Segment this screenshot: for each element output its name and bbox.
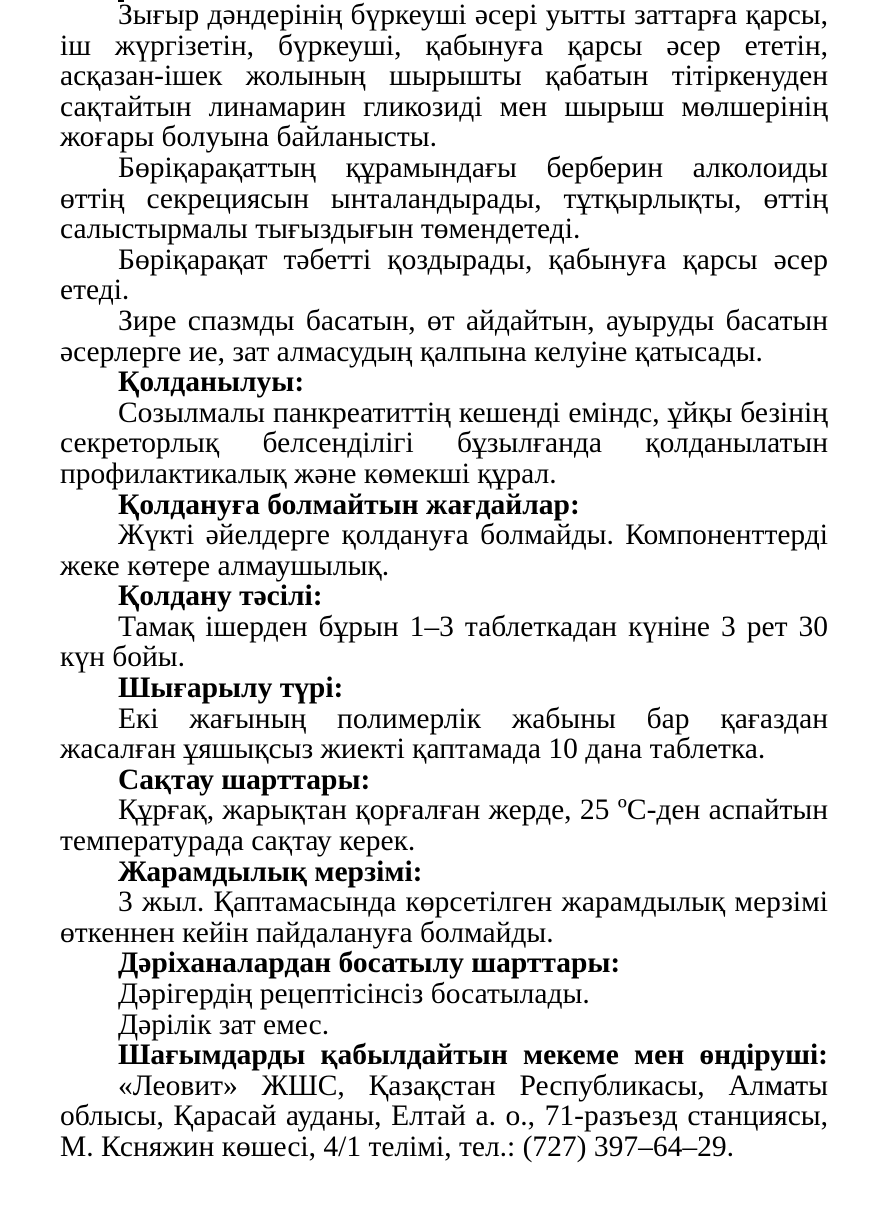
paragraph-contraindications: Жүкті әйелдерге қолдануға болмайды. Компоненттерді жеке көтере алмаушылық. [60,519,828,582]
paragraph-not-a-drug: Дәрілік зат емес. [118,1008,330,1041]
heading-release-form: Шығарылу түрі: [118,672,344,705]
heading-dispensing-conditions: Дәріханалардан босатылу шарттары: [118,947,621,980]
paragraph-usage: Созылмалы панкреатиттің кешенді еміндс, ұйқы безінің секреторлық белсенділігі бұзылғанда қолданылатын профилактикалық және көмекші құрал. [60,396,828,490]
document-page [60,0,828,1163]
heading-usage: Қолданылуы: [118,366,305,399]
paragraph-flax-seeds: Зығыр дәндерінің бүркеуші әсері уытты заттарға қарсы, іш жүргізетін, бүркеуші, қабынуға қарсы әсер ететін, асқазан-ішек жолының шырышты қабатын тітіркенуден сақтайтын линамарин гликозиді мен шырыш мөлшерінің жоғары болуына байланысты. [60,0,828,154]
paragraph-shelf-life: 3 жыл. Қаптамасында көрсетілген жарамдылық мерзімі өткеннен кейін пайдалануға болмайды. [60,886,828,949]
heading-contraindications: Қолдануға болмайтын жағдайлар: [118,488,580,521]
paragraph-manufacturer-address: «Леовит» ЖШС, Қазақстан Республикасы, Алматы облысы, Қарасай ауданы, Елтай а. о., 71-разъезд станциясы, М. Ксняжин көшесі, 4/1 телімі, тел.: (727) 397–64–29. [60,1069,828,1163]
paragraph-storage-conditions: Құрғақ, жарықтан қорғалған жерде, 25 ºС-ден аспайтын температурада сақтау керек. [60,794,828,858]
paragraph-cumin: Зире спазмды басатын, өт айдайтын, ауыруды басатын әсерлерге ие, зат алмасудың қалпына келуіне қатысады. [60,304,828,368]
paragraph-barberry-composition: Бөріқарақаттың құрамындағы берберин алколоиды өттің секрециясын ынталандырады, тұтқырлықты, өттің салыстырмалы тығыздығын төмендетеді. [60,151,828,246]
heading-method-of-use: Қолдану тәсілі: [118,580,323,613]
heading-storage-conditions: Сақтау шарттары: [118,763,371,796]
heading-shelf-life: Жарамдылық мерзімі: [118,855,423,888]
paragraph-release-form: Екі жағының полимерлік жабыны бар қағаздан жасалған ұяшықсыз жиекті қаптамада 10 дана таблетка. [60,702,828,766]
paragraph-dispensing-prescription: Дәрігердің рецептісінсіз босатылады. [118,978,590,1010]
paragraph-barberry-appetite: Бөріқарақат тәбетті қоздырады, қабынуға қарсы әсер етеді. [60,243,828,307]
paragraph-method-of-use: Тамақ ішерден бұрын 1–3 таблеткадан күніне 3 рет 30 күн бойы. [60,610,828,674]
heading-manufacturer: Шағымдарды қабылдайтын мекеме мен өндіруші: [118,1039,828,1072]
